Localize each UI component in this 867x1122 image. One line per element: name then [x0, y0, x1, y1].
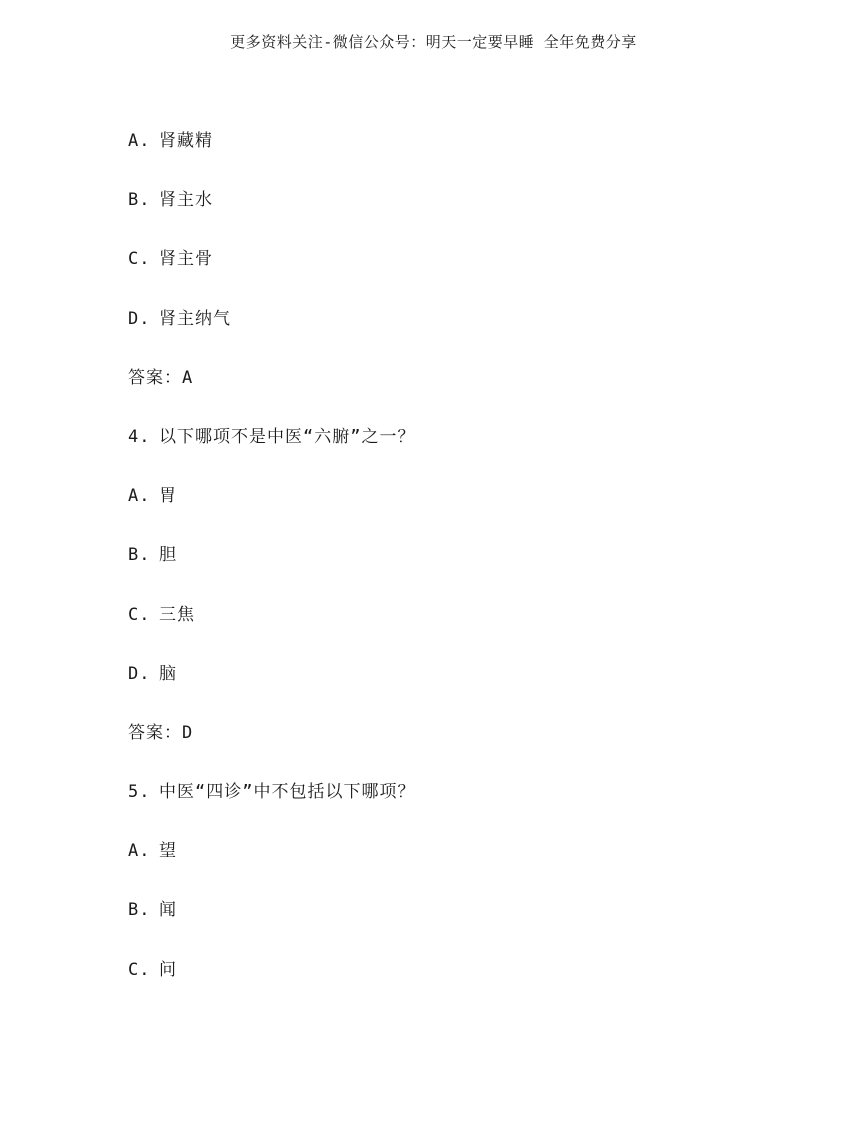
option-label: D. — [128, 308, 151, 329]
option-label: C. — [128, 604, 151, 625]
option-label: C. — [128, 249, 151, 270]
question-number: 4. — [128, 426, 151, 447]
option-text: 望 — [159, 841, 177, 862]
question-text: 以下哪项不是中医“六腑”之一？ — [159, 426, 416, 447]
option-text: 肾主水 — [159, 190, 213, 211]
option-line — [128, 898, 828, 957]
question-number: 5. — [128, 782, 151, 803]
option-label: C. — [128, 959, 151, 980]
option-label: A. — [128, 841, 151, 862]
answer-line — [128, 366, 828, 425]
option-text: 肾主纳气 — [159, 308, 231, 329]
option-text: 问 — [159, 959, 177, 980]
option-line — [128, 307, 828, 366]
option-label: B. — [128, 900, 151, 921]
option-text: 肾主骨 — [159, 249, 213, 270]
option-line — [128, 958, 828, 1017]
option-line — [128, 188, 828, 247]
option-text: 三焦 — [159, 604, 195, 625]
option-text: 脑 — [159, 663, 177, 684]
option-text: 肾藏精 — [159, 131, 213, 151]
option-text: 胃 — [159, 486, 177, 507]
question-line — [128, 425, 828, 484]
page-header: 更多资料关注-微信公众号：明天一定要早睡 全年免费分享 — [230, 33, 637, 51]
question-text: 中医“四诊”中不包括以下哪项？ — [159, 782, 416, 803]
option-label: B. — [128, 545, 151, 566]
option-label: A. — [128, 131, 151, 151]
option-label: B. — [128, 190, 151, 211]
document-body — [128, 129, 828, 1017]
option-line — [128, 603, 828, 662]
answer-text: 答案：A — [128, 367, 194, 388]
option-line — [128, 247, 828, 306]
option-line — [128, 543, 828, 602]
answer-line — [128, 721, 828, 780]
option-line — [128, 662, 828, 721]
option-text: 胆 — [159, 545, 177, 566]
option-line — [128, 839, 828, 898]
answer-text: 答案：D — [128, 722, 194, 743]
option-label: A. — [128, 486, 151, 507]
question-line — [128, 780, 828, 839]
option-line — [128, 484, 828, 543]
option-line — [128, 129, 828, 188]
option-text: 闻 — [159, 900, 177, 921]
option-label: D. — [128, 663, 151, 684]
